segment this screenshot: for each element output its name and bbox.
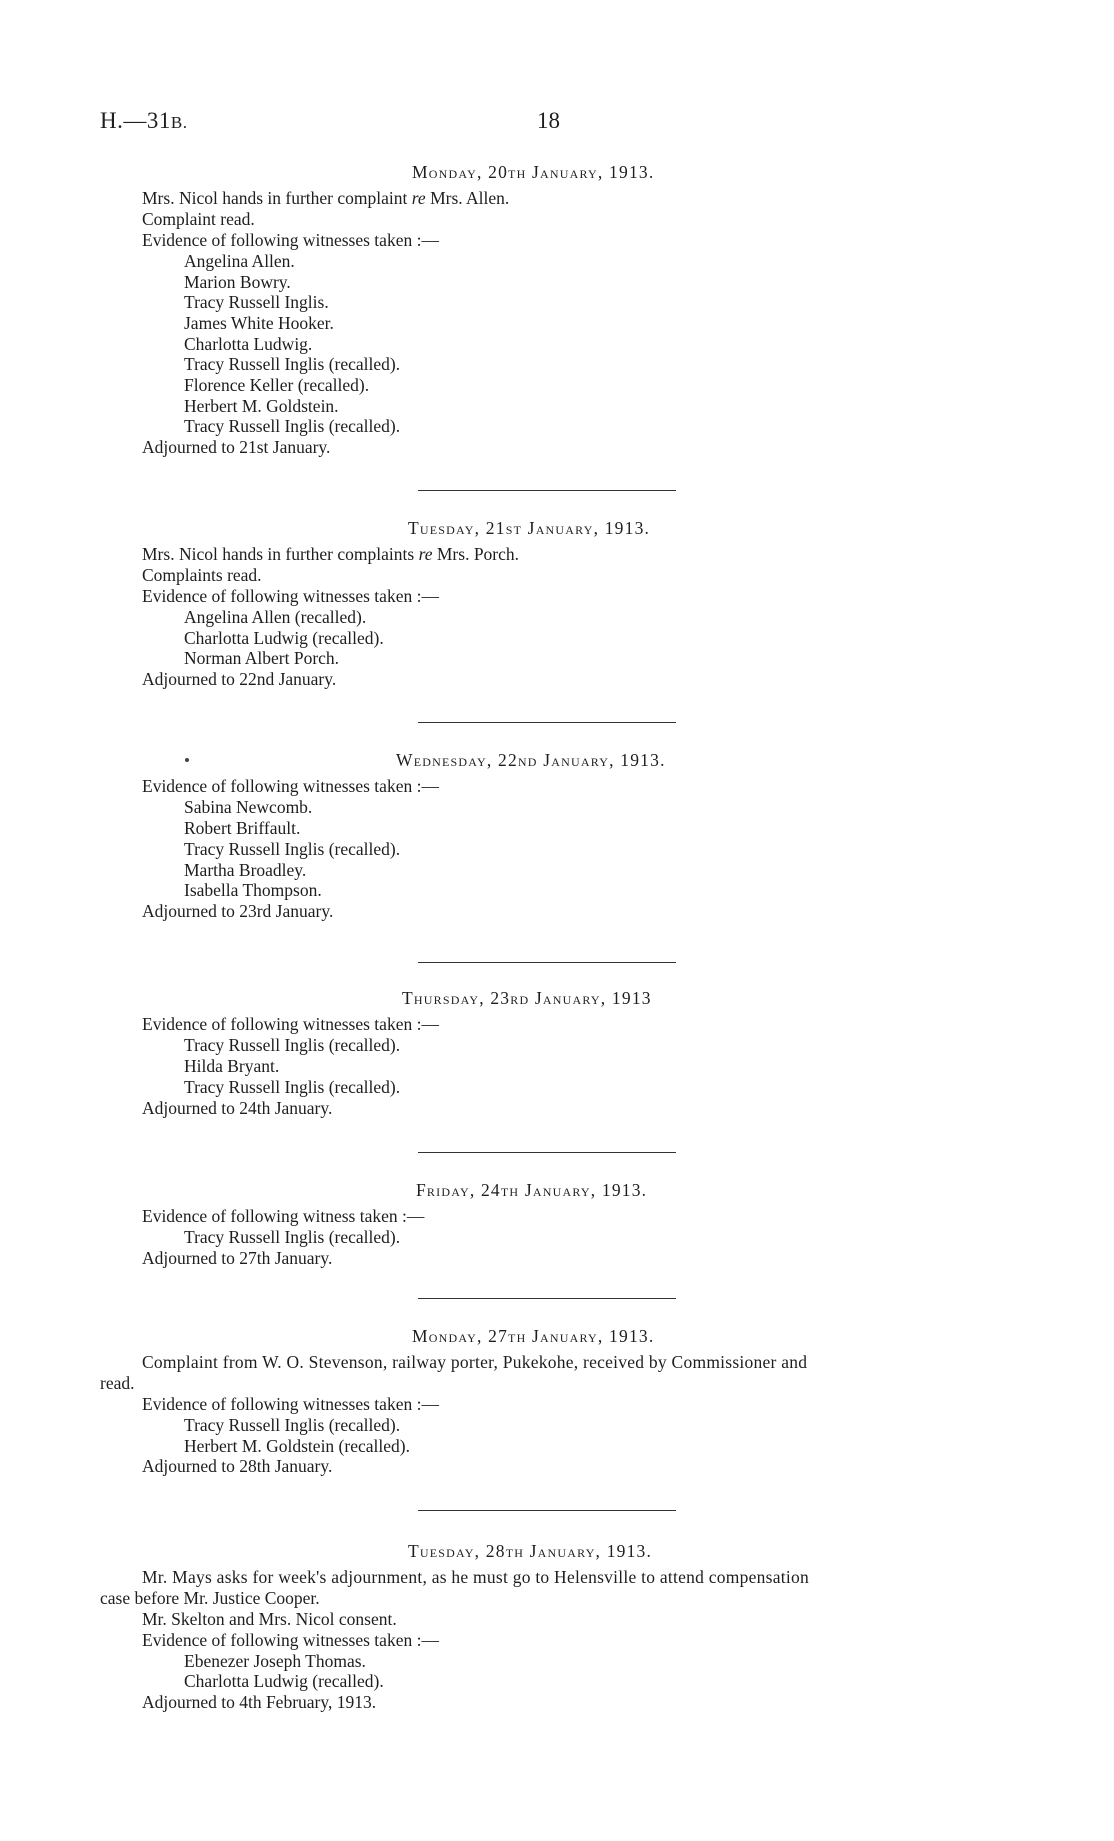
witness-name: Tracy Russell Inglis (recalled). bbox=[184, 416, 401, 436]
adjournment-line: Adjourned to 27th January. bbox=[142, 1248, 333, 1268]
adjournment-line: Adjourned to 24th January. bbox=[142, 1098, 333, 1118]
entry-line: case before Mr. Justice Cooper. bbox=[100, 1588, 320, 1608]
entry-line: Complaint read. bbox=[142, 209, 255, 229]
entry-line: Mrs. Nicol hands in further complaints re Mrs. Porch. bbox=[142, 544, 520, 564]
witness-name: Herbert M. Goldstein (recalled). bbox=[184, 1436, 410, 1456]
adjournment-line: Adjourned to 23rd January. bbox=[142, 901, 334, 921]
entry-line: read. bbox=[100, 1373, 135, 1393]
session-date: Friday, 24th January, 1913. bbox=[416, 1180, 648, 1200]
entry-line: Complaints read. bbox=[142, 565, 262, 585]
adjournment-line: Adjourned to 21st January. bbox=[142, 437, 331, 457]
reference-main: H.—31 bbox=[100, 108, 171, 133]
reference-suffix: B. bbox=[170, 113, 188, 132]
section-divider bbox=[418, 722, 676, 723]
witness-name: Tracy Russell Inglis (recalled). bbox=[184, 1077, 401, 1097]
entry-line: Evidence of following witnesses taken :— bbox=[142, 1014, 439, 1034]
witness-name: Tracy Russell Inglis (recalled). bbox=[184, 839, 401, 859]
witness-name: Marion Bowry. bbox=[184, 272, 291, 292]
entry-line: Evidence of following witness taken :— bbox=[142, 1206, 425, 1226]
entry-line: Evidence of following witnesses taken :— bbox=[142, 586, 439, 606]
adjournment-line: Adjourned to 22nd January. bbox=[142, 669, 337, 689]
witness-name: Robert Briffault. bbox=[184, 818, 301, 838]
entry-line: Evidence of following witnesses taken :— bbox=[142, 776, 439, 796]
witness-name: Tracy Russell Inglis (recalled). bbox=[184, 1415, 401, 1435]
witness-name: Sabina Newcomb. bbox=[184, 797, 313, 817]
adjournment-line: Adjourned to 28th January. bbox=[142, 1456, 333, 1476]
witness-name: Tracy Russell Inglis. bbox=[184, 292, 329, 312]
page-number: 18 bbox=[537, 108, 560, 133]
entry-line: Complaint from W. O. Stevenson, railway porter, Pukekohe, received by Commissioner and bbox=[142, 1352, 808, 1372]
witness-name: Charlotta Ludwig (recalled). bbox=[184, 1671, 384, 1691]
witness-name: Isabella Thompson. bbox=[184, 880, 322, 900]
witness-name: Angelina Allen (recalled). bbox=[184, 607, 367, 627]
section-divider bbox=[418, 490, 676, 491]
section-divider bbox=[418, 962, 676, 963]
session-date: Monday, 20th January, 1913. bbox=[412, 162, 655, 182]
session-date: Tuesday, 28th January, 1913. bbox=[408, 1541, 653, 1561]
session-date: Wednesday, 22nd January, 1913. bbox=[396, 750, 666, 770]
section-divider bbox=[418, 1298, 676, 1299]
entry-line: Mr. Mays asks for week's adjournment, as he must go to Helensville to attend compensation bbox=[142, 1567, 809, 1587]
witness-name: Tracy Russell Inglis (recalled). bbox=[184, 354, 401, 374]
witness-name: Ebenezer Joseph Thomas. bbox=[184, 1651, 366, 1671]
entry-line: Evidence of following witnesses taken :— bbox=[142, 1394, 439, 1414]
entry-line: Mrs. Nicol hands in further complaint re Mrs. Allen. bbox=[142, 188, 510, 208]
session-date: Tuesday, 21st January, 1913. bbox=[408, 518, 651, 538]
document-reference bbox=[100, 108, 187, 134]
witness-name: Charlotta Ludwig. bbox=[184, 334, 313, 354]
stray-mark bbox=[185, 758, 189, 762]
witness-name: Norman Albert Porch. bbox=[184, 648, 340, 668]
adjournment-line: Adjourned to 4th February, 1913. bbox=[142, 1692, 377, 1712]
witness-name: Hilda Bryant. bbox=[184, 1056, 280, 1076]
witness-name: Tracy Russell Inglis (recalled). bbox=[184, 1227, 401, 1247]
entry-line: Mr. Skelton and Mrs. Nicol consent. bbox=[142, 1609, 397, 1629]
section-divider bbox=[418, 1152, 676, 1153]
witness-name: Martha Broadley. bbox=[184, 860, 307, 880]
section-divider bbox=[418, 1510, 676, 1511]
witness-name: Florence Keller (recalled). bbox=[184, 375, 370, 395]
session-date: Monday, 27th January, 1913. bbox=[412, 1326, 655, 1346]
session-date: Thursday, 23rd January, 1913 bbox=[402, 988, 652, 1008]
witness-name: Tracy Russell Inglis (recalled). bbox=[184, 1035, 401, 1055]
witness-name: Herbert M. Goldstein. bbox=[184, 396, 339, 416]
entry-line: Evidence of following witnesses taken :— bbox=[142, 230, 439, 250]
witness-name: James White Hooker. bbox=[184, 313, 334, 333]
witness-name: Charlotta Ludwig (recalled). bbox=[184, 628, 384, 648]
witness-name: Angelina Allen. bbox=[184, 251, 295, 271]
entry-line: Evidence of following witnesses taken :— bbox=[142, 1630, 439, 1650]
